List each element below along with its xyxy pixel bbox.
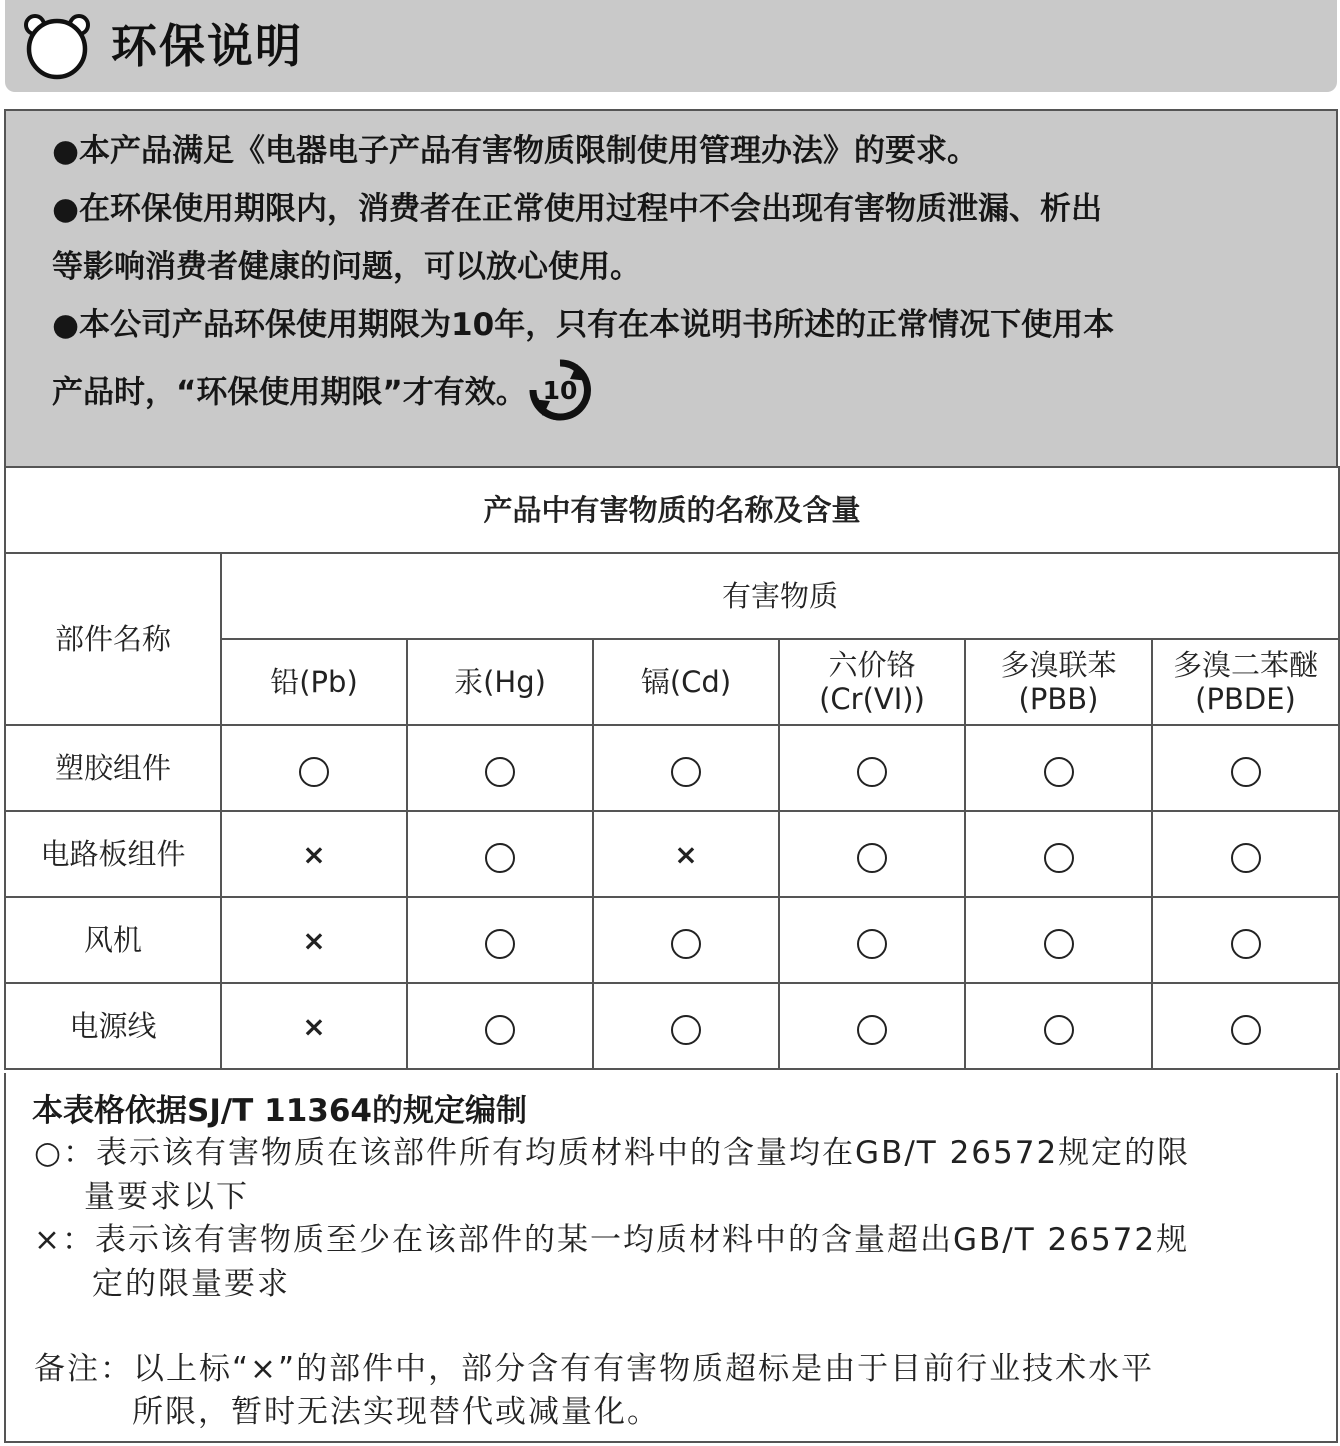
cross-legend-line-2: 定的限量要求	[92, 1266, 290, 1302]
epup-10-icon	[529, 359, 591, 421]
part-name-header: 部件名称	[5, 553, 221, 725]
substance-column-header-line: (PBDE)	[1195, 682, 1296, 716]
substance-column-header-line: 铅(Pb)	[270, 665, 358, 699]
mark-cell	[593, 725, 779, 811]
intro-paragraph-1: ●本产品满足《电器电子产品有害物质限制使用管理办法》的要求。	[52, 133, 979, 169]
mark-cell	[965, 897, 1152, 983]
circle-mark	[485, 843, 515, 873]
mark-cell	[407, 983, 593, 1069]
substance-column-header	[965, 639, 1152, 725]
mark-cell	[965, 811, 1152, 897]
circle-mark	[671, 757, 701, 787]
remark-line-1: 备注：以上标“×”的部件中，部分含有有害物质超标是由于目前行业技术水平	[34, 1351, 1155, 1387]
hazard-table-wrapper	[4, 466, 1338, 1070]
substance-column-header-line: (PBB)	[1018, 682, 1099, 716]
mark-cell	[779, 725, 965, 811]
cross-legend-line-1: ×：表示该有害物质至少在该部件的某一均质材料中的含量超出GB/T 26572规	[34, 1222, 1190, 1258]
circle-mark	[1044, 1015, 1074, 1045]
mark-cell	[593, 811, 779, 897]
substance-column-header-line: 镉(Cd)	[640, 665, 732, 699]
mark-cell	[221, 983, 407, 1069]
bear-face-icon	[23, 12, 91, 80]
title-bar	[5, 0, 1337, 92]
substance-header: 有害物质	[221, 553, 1339, 639]
cross-mark: ×	[302, 837, 326, 871]
circle-mark	[485, 929, 515, 959]
intro-paragraph-3-line-2-text: 产品时，“环保使用期限”才有效。	[52, 374, 527, 411]
table-row	[5, 725, 1339, 811]
mark-cell	[1152, 897, 1339, 983]
circle-mark	[1044, 843, 1074, 873]
mark-cell	[407, 897, 593, 983]
table-caption: 产品中有害物质的名称及含量	[5, 467, 1339, 553]
circle-mark	[485, 1015, 515, 1045]
mark-cell	[1152, 725, 1339, 811]
mark-cell	[965, 725, 1152, 811]
substance-column-header	[1152, 639, 1339, 725]
circle-mark	[1231, 843, 1261, 873]
intro-paragraph-2-line-1: ●在环保使用期限内，消费者在正常使用过程中不会出现有害物质泄漏、析出	[52, 191, 1103, 227]
mark-cell	[779, 811, 965, 897]
table-row	[5, 811, 1339, 897]
mark-cell	[221, 811, 407, 897]
part-name-cell: 电路板组件	[5, 811, 221, 897]
part-name-cell: 塑胶组件	[5, 725, 221, 811]
table-body	[5, 725, 1339, 1069]
substance-column-header	[779, 639, 965, 725]
mark-cell	[407, 811, 593, 897]
mark-cell	[1152, 811, 1339, 897]
remark-line-2: 所限，暂时无法实现替代或减量化。	[132, 1394, 660, 1430]
page-title: 环保说明	[111, 19, 303, 73]
intro-paragraph-2-line-2: 等影响消费者健康的问题，可以放心使用。	[52, 249, 641, 285]
circle-mark	[857, 1015, 887, 1045]
circle-mark	[857, 757, 887, 787]
intro-paragraph-3-line-1: ●本公司产品环保使用期限为10年，只有在本说明书所述的正常情况下使用本	[52, 307, 1115, 343]
circle-mark	[1231, 1015, 1261, 1045]
circle-mark	[1231, 929, 1261, 959]
hazardous-substance-table	[4, 466, 1340, 1070]
part-name-cell: 电源线	[5, 983, 221, 1069]
intro-section	[4, 109, 1338, 468]
substance-column-header-line: 多溴二苯醚	[1173, 648, 1319, 682]
intro-paragraph-3-line-2	[52, 363, 591, 425]
circle-mark	[671, 929, 701, 959]
substance-column-header-line: (Cr(VI))	[819, 682, 925, 716]
mark-cell	[1152, 983, 1339, 1069]
circle-mark	[1044, 929, 1074, 959]
mark-cell	[965, 983, 1152, 1069]
mark-cell	[407, 725, 593, 811]
substance-column-header	[221, 639, 407, 725]
mark-cell	[779, 897, 965, 983]
table-row	[5, 983, 1339, 1069]
part-name-cell: 风机	[5, 897, 221, 983]
epup-10-number: 10	[542, 376, 578, 405]
circle-legend-line-2: 量要求以下	[84, 1179, 249, 1215]
circle-mark	[1231, 757, 1261, 787]
circle-mark	[1044, 757, 1074, 787]
table-row	[5, 897, 1339, 983]
substance-column-header-line: 六价铬	[828, 648, 916, 682]
substance-column-header-line: 汞(Hg)	[454, 665, 546, 699]
substance-column-header	[407, 639, 593, 725]
circle-legend-line-1: ○：表示该有害物质在该部件所有均质材料中的含量均在GB/T 26572规定的限	[34, 1135, 1191, 1171]
circle-mark	[857, 843, 887, 873]
mark-cell	[593, 897, 779, 983]
substance-column-header-line: 多溴联苯	[1000, 648, 1117, 682]
mark-cell	[779, 983, 965, 1069]
standard-basis-note: 本表格依据SJ/T 11364的规定编制	[32, 1093, 527, 1129]
notes-section	[4, 1073, 1338, 1443]
mark-cell	[221, 725, 407, 811]
cross-mark: ×	[674, 837, 698, 871]
mark-cell	[221, 897, 407, 983]
circle-mark	[671, 1015, 701, 1045]
substance-column-header	[593, 639, 779, 725]
circle-mark	[485, 757, 515, 787]
cross-mark: ×	[302, 1009, 326, 1043]
cross-mark: ×	[302, 923, 326, 957]
circle-mark	[857, 929, 887, 959]
mark-cell	[593, 983, 779, 1069]
circle-mark	[299, 757, 329, 787]
